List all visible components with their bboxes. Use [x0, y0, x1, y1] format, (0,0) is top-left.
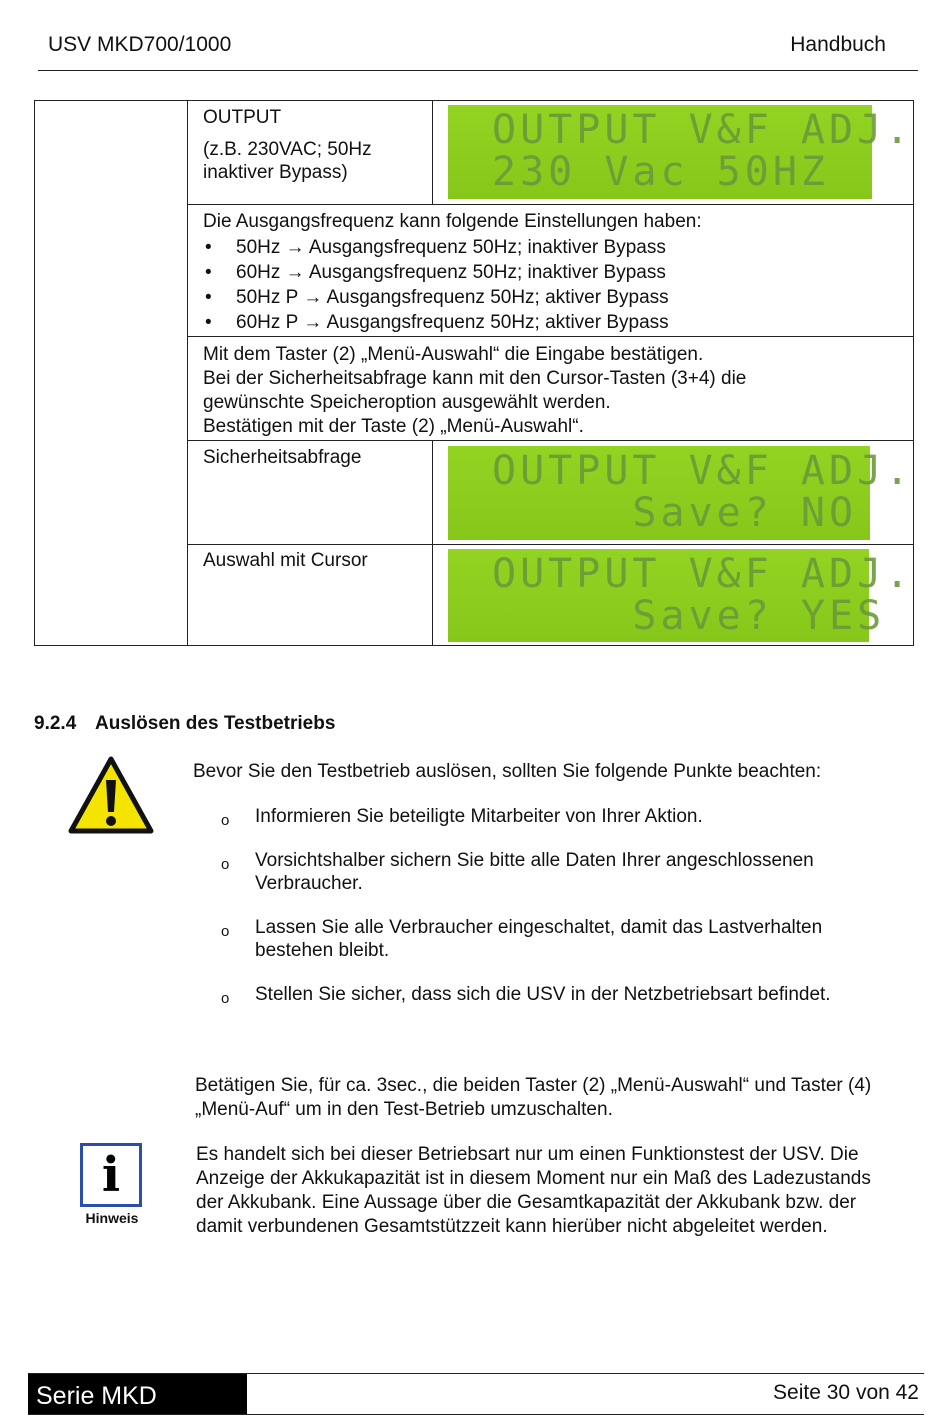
frequency-settings-list	[203, 235, 903, 335]
list-item: • 50Hz → Ausgangsfrequenz 50Hz; inaktiver Bypass	[203, 235, 903, 260]
list-item: o Lassen Sie alle Verbraucher eingeschaltet, damit das Lastverhalten bestehen bleibt.	[221, 917, 823, 961]
confirm-instructions	[203, 343, 908, 439]
list-item: o Informieren Sie beteiligte Mitarbeiter von Ihrer Aktion.	[193, 805, 893, 828]
section-heading	[34, 713, 335, 735]
info-icon-glyph: i	[101, 1147, 121, 1203]
confirm-line-2: Bei der Sicherheitsabfrage kann mit den Cursor-Tasten (3+4) die	[203, 368, 747, 389]
bullet-marker: o	[221, 856, 230, 873]
footer-series: Serie MKD	[28, 1374, 247, 1414]
lcd-line-1: OUTPUT V&F ADJ.	[492, 551, 914, 597]
lcd-line-2: Save? NO	[492, 490, 858, 536]
table-col-divider-2a	[432, 100, 433, 204]
test-intro: Bevor Sie den Testbetrieb auslösen, sollten Sie folgende Punkte beachten:	[193, 761, 822, 782]
output-example-line1: (z.B. 230VAC; 50Hz	[203, 139, 372, 160]
output-label: OUTPUT	[203, 107, 282, 128]
table-col-divider-2b	[432, 440, 433, 646]
table-row-divider-3	[187, 440, 914, 441]
table-col-divider-1	[187, 100, 188, 646]
cursor-selection-label: Auswahl mit Cursor	[203, 550, 368, 571]
list-item: o Stellen Sie sicher, dass sich die USV in der Netzbetriebsart befindet.	[193, 983, 893, 1006]
lcd-display-save-yes	[448, 549, 914, 642]
lcd-line-1: OUTPUT V&F ADJ.	[492, 448, 914, 494]
info-icon-label: Hinweis	[85, 1210, 139, 1226]
test-instruction: Betätigen Sie, für ca. 3sec., die beiden Taster (2) „Menü-Auswahl“ und Taster (4) „Menü-Auf“ um in den Test-Betrieb umzuschalten.	[195, 1075, 872, 1120]
bullet-marker: o	[221, 923, 230, 940]
safety-query-label: Sicherheitsabfrage	[203, 447, 362, 468]
header-rule	[38, 70, 918, 71]
bullet-marker: o	[221, 990, 230, 1007]
info-icon	[80, 1143, 142, 1207]
output-example-line2: inaktiver Bypass)	[203, 162, 348, 183]
header-doc-title: USV MKD700/1000	[48, 33, 232, 56]
confirm-line-1: Mit dem Taster (2) „Menü-Auswahl“ die Eingabe bestätigen.	[203, 344, 704, 365]
table-row-divider-2	[187, 336, 914, 337]
test-note: Es handelt sich bei dieser Betriebsart nur um einen Funktionstest der USV. Die Anzeige der Akkukapazität ist in diesem Moment nur ein Maß des Ladezustands der Akkubank. Eine Aussage über die Gesamtkapazität der Akkubank bzw. der damit verbundenen Gesamtstützzeit kann hierüber nicht abgeleitet werden.	[196, 1144, 871, 1237]
confirm-line-4: Bestätigen mit der Taste (2) „Menü-Auswahl“.	[203, 416, 584, 437]
lcd-display-save-no	[448, 446, 914, 540]
frequency-settings-intro: Die Ausgangsfrequenz kann folgende Einstellungen haben:	[203, 211, 702, 232]
section-title: Auslösen des Testbetriebs	[95, 713, 336, 734]
precaution-list	[193, 805, 893, 1027]
bullet-marker: o	[221, 812, 230, 829]
header-doc-type: Handbuch	[790, 33, 886, 56]
lcd-line-1: OUTPUT V&F ADJ.	[492, 107, 914, 153]
list-item: o Vorsichtshalber sichern Sie bitte alle Daten Ihrer angeschlossenen Verbraucher.	[221, 850, 814, 894]
section-number: 9.2.4	[34, 713, 77, 734]
confirm-line-3: gewünschte Speicheroption ausgewählt werden.	[203, 392, 611, 413]
frequency-settings-cell	[203, 210, 903, 335]
lcd-display-output	[448, 105, 914, 199]
table-row-divider-1	[187, 204, 914, 205]
lcd-line-2: Save? YES	[492, 593, 886, 639]
lcd-line-2: 230 Vac 50HZ	[492, 149, 829, 195]
footer-rule-bottom	[28, 1414, 924, 1415]
footer-page-number: Seite 30 von 42	[773, 1381, 919, 1404]
list-item: • 60Hz P → Ausgangsfrequenz 50Hz; aktiver Bypass	[203, 310, 903, 335]
table-row-divider-4	[187, 544, 914, 545]
list-item: • 60Hz → Ausgangsfrequenz 50Hz; inaktiver Bypass	[203, 260, 903, 285]
list-item: • 50Hz P → Ausgangsfrequenz 50Hz; aktiver Bypass	[203, 285, 903, 310]
warning-icon	[68, 756, 154, 834]
